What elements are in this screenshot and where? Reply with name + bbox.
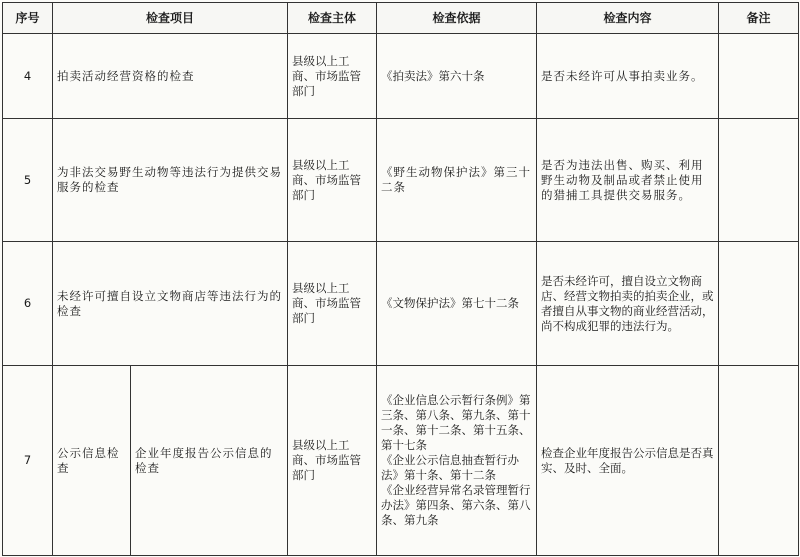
header-remark: 备注 xyxy=(719,3,799,34)
row-basis: 《拍卖法》第六十条 xyxy=(377,34,537,119)
row-item: 为非法交易野生动物等违法行为提供交易服务的检查 xyxy=(53,119,288,242)
header-content: 检查内容 xyxy=(537,3,719,34)
row-no: 5 xyxy=(3,119,53,242)
row-subject: 县级以上工商、市场监管部门 xyxy=(288,119,377,242)
row-no: 4 xyxy=(3,34,53,119)
row-item: 拍卖活动经营资格的检查 xyxy=(53,34,288,119)
header-item: 检查项目 xyxy=(53,3,288,34)
header-subject: 检查主体 xyxy=(288,3,377,34)
row-content: 检查企业年度报告公示信息是否真实、及时、全面。 xyxy=(537,366,719,556)
row-basis: 《企业信息公示暂行条例》第三条、第八条、第九条、第十一条、第十二条、第十五条、第十七条 《企业公示信息抽查暂行办法》第十条、第十二条 《企业经营异常名录管理暂行办法》第四条、第六条、第八条、第九条 xyxy=(377,366,537,556)
row-item: 未经许可擅自设立文物商店等违法行为的检查 xyxy=(53,242,288,366)
row-basis: 《文物保护法》第七十二条 xyxy=(377,242,537,366)
row-remark xyxy=(719,242,799,366)
table-row xyxy=(3,366,799,556)
row-remark xyxy=(719,119,799,242)
row-basis: 《野生动物保护法》第三十二条 xyxy=(377,119,537,242)
row-item: 企业年度报告公示信息的检查 xyxy=(131,366,288,556)
row-no: 7 xyxy=(3,366,53,556)
row-remark xyxy=(719,34,799,119)
row-subject: 县级以上工商、市场监管部门 xyxy=(288,242,377,366)
table-row xyxy=(3,119,799,242)
row-subject: 县级以上工商、市场监管部门 xyxy=(288,34,377,119)
header-no: 序号 xyxy=(3,3,53,34)
row-no: 6 xyxy=(3,242,53,366)
row-content: 是否未经许可从事拍卖业务。 xyxy=(537,34,719,119)
row-remark xyxy=(719,366,799,556)
header-basis: 检查依据 xyxy=(377,3,537,34)
table-row xyxy=(3,34,799,119)
table-header-row xyxy=(3,3,799,34)
row-subject: 县级以上工商、市场监管部门 xyxy=(288,366,377,556)
inspection-table xyxy=(2,2,799,556)
table-row xyxy=(3,242,799,366)
row-content: 是否为违法出售、购买、利用野生动物及制品或者禁止使用的猎捕工具提供交易服务。 xyxy=(537,119,719,242)
row-content: 是否未经许可，擅自设立文物商店、经营文物拍卖的拍卖企业，或者擅自从事文物的商业经营活动，尚不构成犯罪的违法行为。 xyxy=(537,242,719,366)
row-item-group: 公示信息检查 xyxy=(53,366,131,556)
